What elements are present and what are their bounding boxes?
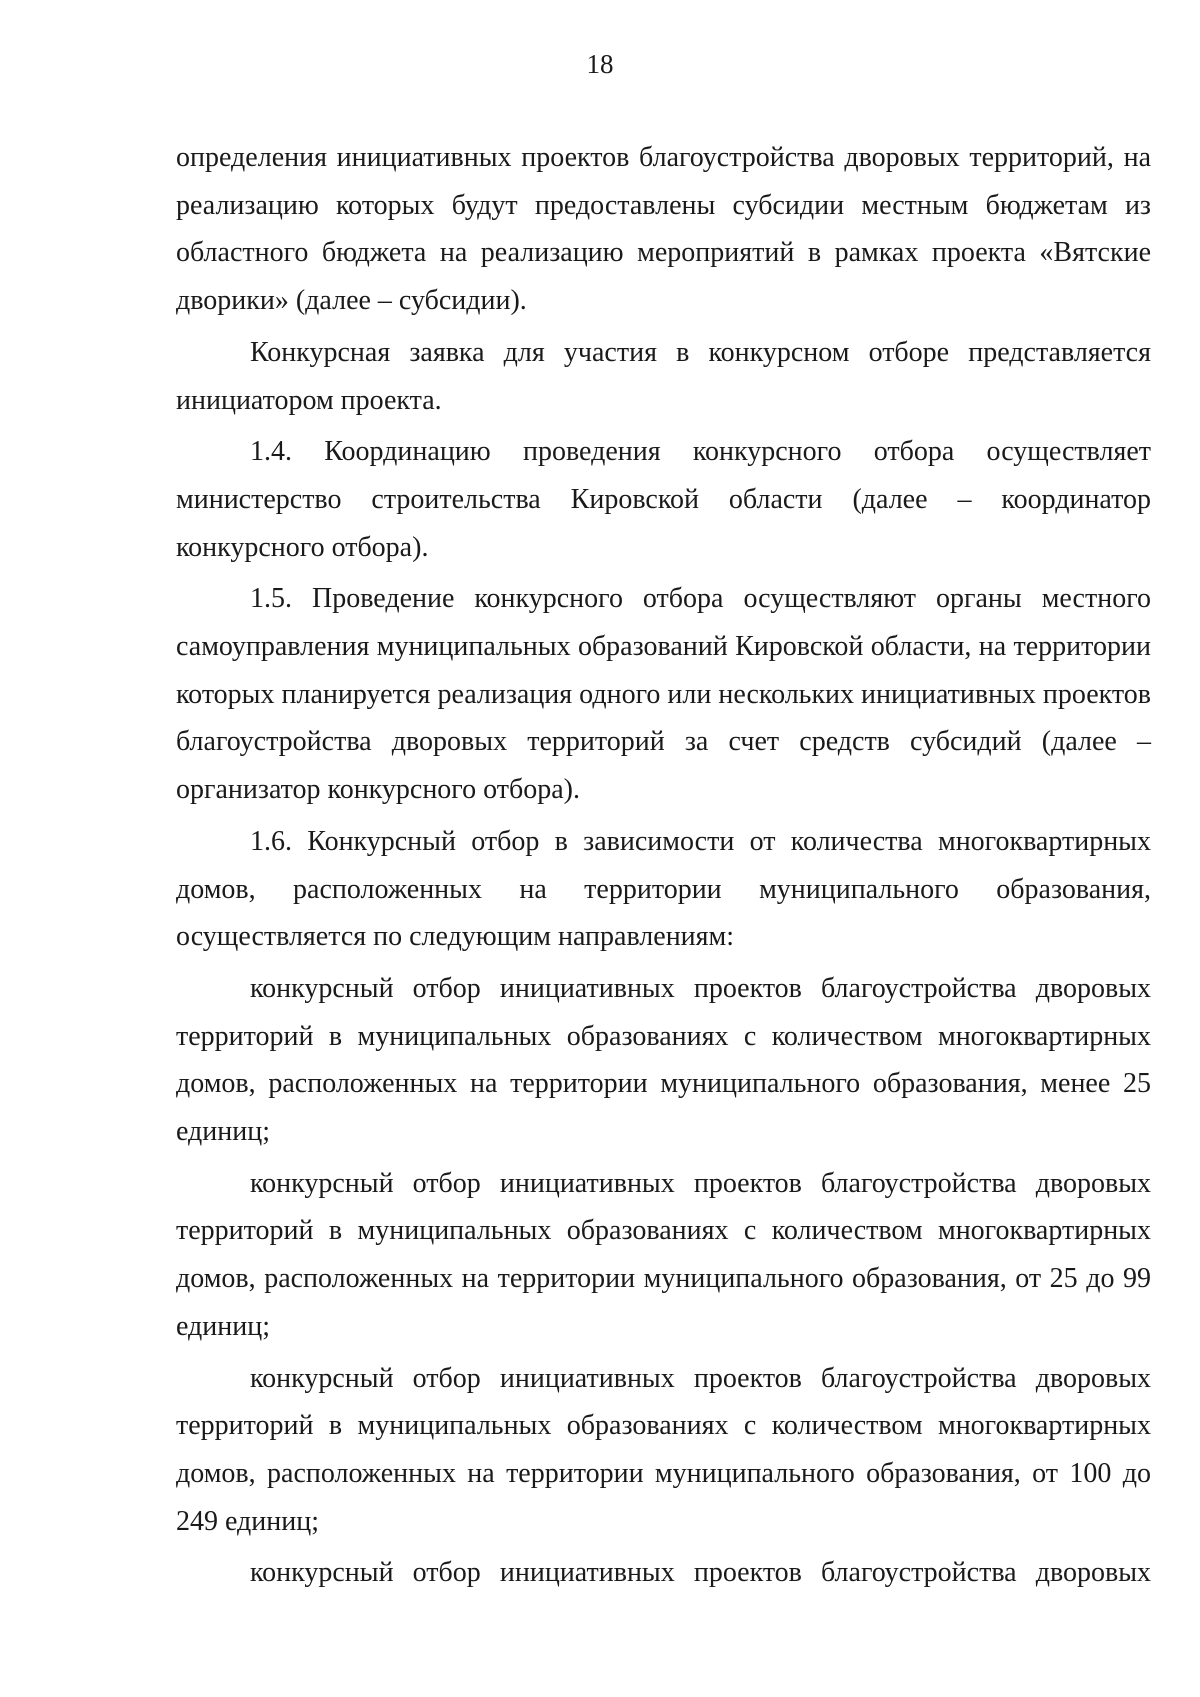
list-item-direction-2: конкурсный отбор инициативных проектов благоустройства дворовых территорий в муниципальных образованиях с количеством многоквартирных домов, расположенных на территории муниципального образования, от 25 до 99 единиц; <box>176 1167 1151 1342</box>
paragraph-continuation: определения инициативных проектов благоустройства дворовых территорий, на реализацию которых будут предоставлены субсидии местным бюджетам из областного бюджета на реализацию мероприятий в рамках проекта «Вятские дворики» (далее – субсидии). <box>176 142 1151 317</box>
list-item-direction-4: конкурсный отбор инициативных проектов благоустройства дворовых <box>250 1557 1151 1589</box>
list-item-direction-3: конкурсный отбор инициативных проектов благоустройства дворовых территорий в муниципальных образованиях с количеством многоквартирных домов, расположенных на территории муниципального образования, от 100 до 249 единиц; <box>176 1362 1151 1537</box>
list-item-direction-1: конкурсный отбор инициативных проектов благоустройства дворовых территорий в муниципальных образованиях с количеством многоквартирных домов, расположенных на территории муниципального образования, менее 25 единиц; <box>176 972 1151 1148</box>
paragraph-application: Конкурсная заявка для участия в конкурсном отборе представляется инициатором проекта. <box>176 336 1151 416</box>
paragraph-1-4: 1.4. Координацию проведения конкурсного отбора осуществляет министерство строительства Кировской области (далее – координатор конкурсного отбора). <box>176 436 1151 563</box>
document-body <box>176 134 1151 1601</box>
paragraph-1-5: 1.5. Проведение конкурсного отбора осуществляют органы местного самоуправления муниципальных образований Кировской области, на территории которых планируется реализация одного или нескольких инициативных проектов благоустройства дворовых территорий за счет средств субсидий (далее – организатор конкурсного отбора). <box>176 583 1151 806</box>
paragraph-1-6: 1.6. Конкурсный отбор в зависимости от количества многоквартирных домов, расположенных на территории муниципального образования, осуществляется по следующим направлениям: <box>176 825 1151 953</box>
page-number: 18 <box>586 49 614 79</box>
